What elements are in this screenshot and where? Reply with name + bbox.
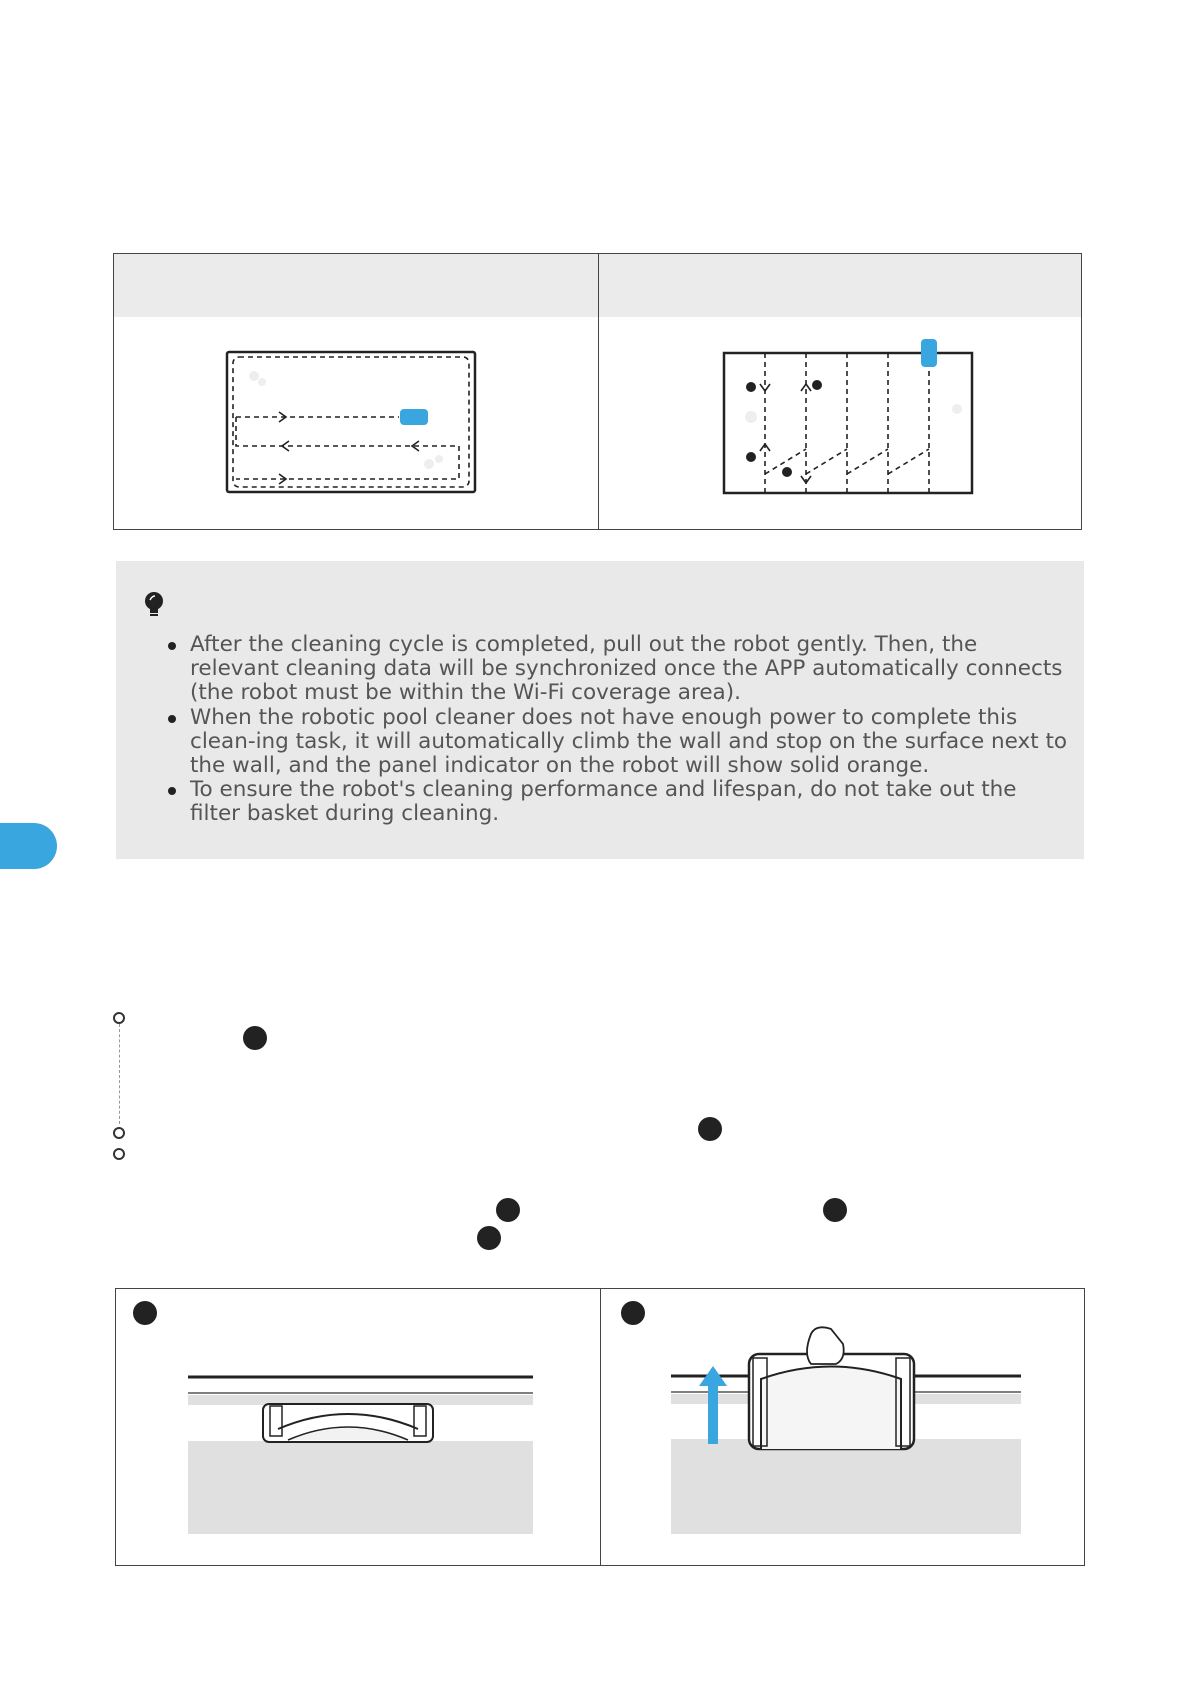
tips-list xyxy=(174,633,1070,827)
tip-item: After the cleaning cycle is completed, pull out the robot gently. Then, the relevant cleaning data will be synchronized once the APP automatically connects (the robot must be within the Wi-Fi coverage area). xyxy=(190,633,1070,706)
hand-icon xyxy=(807,1327,844,1364)
perimeter-path-diagram xyxy=(224,349,484,499)
tip-item: To ensure the robot's cleaning performance and lifespan, do not take out the filter basket during cleaning. xyxy=(190,778,1070,826)
step-marker xyxy=(477,1226,501,1250)
step-marker xyxy=(133,1301,157,1325)
table-divider xyxy=(598,254,599,529)
lightbulb-icon xyxy=(143,591,165,619)
cleaning-path-table xyxy=(113,253,1082,530)
tips-panel xyxy=(116,561,1084,859)
robot-marker-icon xyxy=(921,339,937,367)
timeline-node xyxy=(113,1012,125,1024)
robot-waterline-illustration xyxy=(188,1374,533,1544)
step-marker xyxy=(621,1301,645,1325)
robot-retrieval-table xyxy=(115,1288,1085,1566)
step-marker xyxy=(496,1198,520,1222)
table-header-left xyxy=(114,254,598,317)
table-divider xyxy=(600,1289,601,1565)
step-marker xyxy=(698,1117,722,1141)
chapter-tab xyxy=(0,823,57,869)
timeline-connector xyxy=(119,1024,120,1124)
robot-marker-icon xyxy=(400,409,428,425)
table-header-right xyxy=(599,254,1081,317)
robot-lift-illustration xyxy=(671,1324,1021,1549)
lane-path-diagram xyxy=(719,339,979,504)
tip-item: When the robotic pool cleaner does not have enough power to complete this clean-ing task, it will automatically climb the wall and stop on the surface next to the wall, and the panel indicator on the robot will show solid orange. xyxy=(190,706,1070,779)
timeline-node xyxy=(113,1127,125,1139)
step-marker xyxy=(243,1026,267,1050)
timeline-node xyxy=(113,1148,125,1160)
step-marker xyxy=(823,1198,847,1222)
